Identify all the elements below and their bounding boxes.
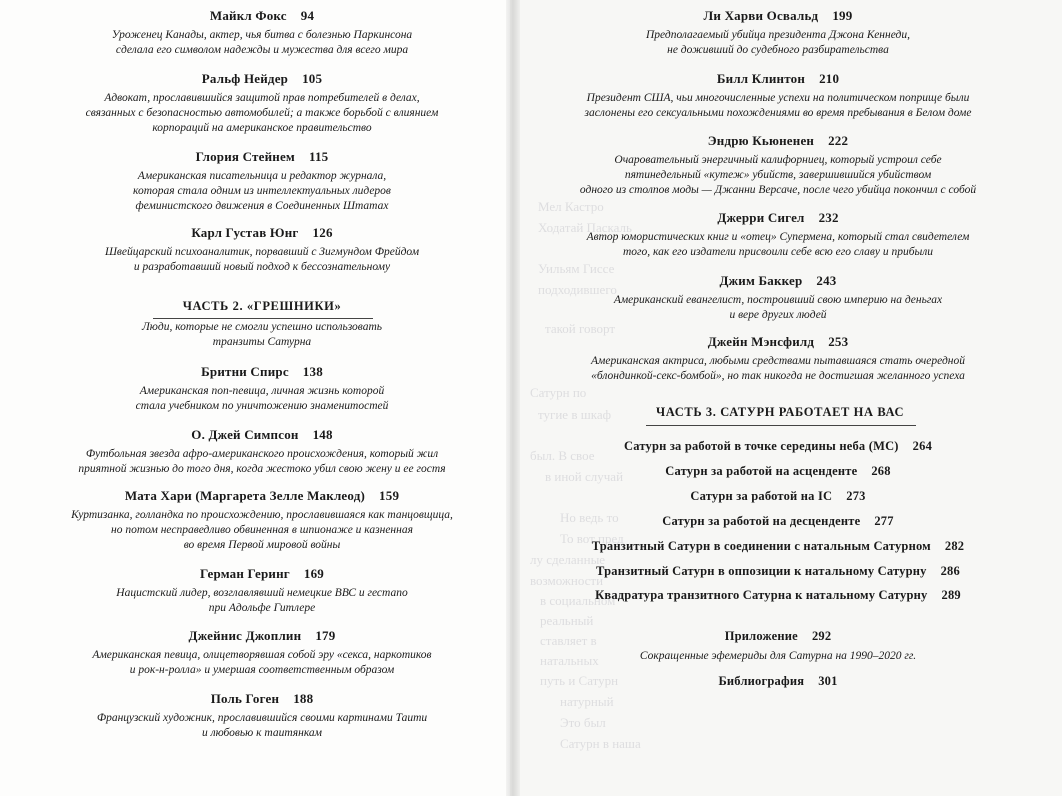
chapter-title: Транзитный Сатурн в соединении с натальным Сатурном [591, 539, 931, 553]
chapter-page-number: 277 [874, 514, 894, 528]
description-line: Адвокат, прославившийся защитой прав потребителей в делах, [104, 92, 420, 104]
entry-description [22, 245, 502, 275]
chapter-entry [518, 513, 1038, 530]
chapter-title: Квадратура транзитного Сатурна к натальному Сатурну [595, 588, 928, 602]
part-3-rule [646, 425, 916, 426]
entry-page-number: 138 [302, 364, 323, 379]
entry-description [518, 230, 1038, 260]
entry-name: Джим Баккер [719, 273, 803, 288]
entry-heading [22, 426, 502, 443]
bleed-through-text: был. В свое [530, 448, 595, 463]
bleed-through-text: возможности [530, 573, 604, 588]
description-line: Нацистский лидер, возглавлявший немецкие ВВС и гестапо [116, 587, 408, 599]
bleed-through-text: Мел Кастро [538, 199, 604, 214]
description-line: сделала его символом надежды и мужества для всего мира [115, 44, 409, 56]
chapter-entry [518, 488, 1038, 505]
bleed-through-text: подходившего [538, 282, 617, 297]
description-line: Французский художник, прославившийся своими картинами Таити [96, 712, 428, 724]
chapter-page-number: 286 [940, 564, 960, 578]
bleed-through-text: Сатурн по [530, 385, 587, 400]
entry-heading [518, 272, 1038, 289]
entry-name: Ральф Нейдер [201, 71, 289, 86]
entry-name: Герман Геринг [200, 566, 290, 581]
entry-name: Карл Густав Юнг [191, 225, 299, 240]
toc-entry [22, 690, 502, 741]
entry-name: Эндрю Кьюненен [707, 133, 815, 148]
description-line: Очаровательный энергичный калифорниец, который устроил себе [614, 154, 942, 166]
entry-heading [22, 148, 502, 165]
bleed-through-text: лу сделанные [530, 552, 606, 567]
entry-page-number: 222 [828, 133, 849, 148]
description-line: транзиты Сатурна [212, 336, 312, 348]
description-line: которая стала одним из интеллектуальных лидеров [133, 185, 391, 197]
description-line: Предполагаемый убийца президента Джона Кеннеди, [646, 29, 910, 41]
bleed-through-text: Это был [560, 715, 606, 730]
bleed-through-text: такой говорт [545, 321, 616, 336]
bleed-through-text: реальный [540, 613, 594, 628]
appendix-entry [518, 628, 1038, 645]
description-line: связанных с безопасностью автомобилей; а также борьбой с влиянием [85, 107, 439, 119]
bleed-through-text: путь и Сатурн [540, 673, 619, 688]
entry-name: Мата Хари (Маргарета Зелле Маклеод) [124, 488, 366, 503]
toc-entry [518, 132, 1038, 198]
entry-heading [22, 487, 502, 504]
toc-entry [518, 272, 1038, 323]
description-line: заслонены его сексуальными похождениями во время пребывания в Белом доме [584, 107, 972, 119]
description-line: Американская поп-певица, личная жизнь которой [139, 385, 385, 397]
entry-page-number: 179 [315, 628, 336, 643]
bleed-through-text: Сатурн в наша [560, 736, 641, 751]
bleed-through-text: натурный [560, 694, 614, 709]
entry-description [22, 711, 502, 741]
description-line: Американская писательница и редактор журнала, [137, 170, 387, 182]
bleed-through-text: Но ведь то [560, 510, 619, 525]
entry-name: Бритни Спирс [201, 364, 289, 379]
entry-name: Поль Гоген [210, 691, 280, 706]
description-line: Американская певица, олицетворявшая собой эру «секса, наркотиков [92, 649, 432, 661]
entry-page-number: 159 [379, 488, 400, 503]
chapter-title: Сатурн за работой на десценденте [662, 514, 861, 528]
entry-page-number: 148 [312, 427, 333, 442]
description-line: и разработавший новый подход к бессознательному [133, 261, 391, 273]
appendix-title: Приложение [724, 629, 798, 643]
part-2-rule [153, 318, 373, 319]
entry-page-number: 115 [309, 149, 329, 164]
toc-entry [22, 7, 502, 58]
entry-description [22, 447, 502, 477]
toc-entry [22, 363, 502, 414]
chapter-page-number: 264 [912, 439, 933, 453]
description-line: во время Первой мировой войны [183, 539, 341, 551]
description-line: Уроженец Канады, актер, чья битва с болезнью Паркинсона [111, 29, 413, 41]
entry-heading [518, 333, 1038, 350]
entry-heading [22, 363, 502, 380]
entry-heading [518, 209, 1038, 226]
chapter-entry [518, 538, 1038, 555]
entry-description [22, 508, 502, 553]
entry-description [22, 384, 502, 414]
description-line: Люди, которые не смогли успешно использовать [141, 321, 382, 333]
description-line: корпораций на американское правительство [152, 122, 372, 134]
entry-page-number: 232 [818, 210, 839, 225]
entry-name: О. Джей Симпсон [191, 427, 299, 442]
description-line: при Адольфе Гитлере [208, 602, 316, 614]
part-2-description [22, 320, 502, 350]
bleed-through-text: Ходатай Паскаль [538, 220, 632, 235]
description-line: феминистского движения в Соединенных Штатах [135, 200, 389, 212]
entry-heading [22, 627, 502, 644]
description-line: не доживший до судебного разбирательства [667, 44, 889, 56]
chapter-page-number: 282 [944, 539, 965, 553]
description-line: того, как его издатели присвоили себе всю его славу и прибыли [622, 246, 934, 258]
entry-name: Глория Стейнем [195, 149, 295, 164]
entry-heading [518, 70, 1038, 87]
entry-description [22, 586, 502, 616]
description-line: Швейцарский психоаналитик, порвавший с Зигмундом Фрейдом [104, 246, 420, 258]
toc-entry [22, 487, 502, 553]
description-line: Куртизанка, голландка по происхождению, прославившаяся как танцовщица, [71, 509, 453, 521]
bleed-through-text: То вот пред [560, 531, 624, 546]
toc-entry [22, 148, 502, 214]
entry-page-number: 94 [300, 8, 315, 23]
entry-heading [22, 70, 502, 87]
toc-entry [518, 70, 1038, 121]
description-line: и вере других людей [729, 309, 827, 321]
entry-page-number: 253 [828, 334, 849, 349]
right-page [510, 0, 1062, 796]
chapter-entry [518, 438, 1038, 455]
toc-entry [518, 333, 1038, 384]
bleed-through-text: в социальном [540, 593, 616, 608]
description-line: одного из столпов моды — Джанни Версаче, после чего убийца покончил с собой [579, 184, 977, 196]
bleed-through-text: в иной случай [545, 469, 624, 484]
entry-description [518, 28, 1038, 58]
entry-page-number: 169 [303, 566, 324, 581]
bibliography-title: Библиография [718, 674, 805, 688]
entry-page-number: 210 [819, 71, 840, 86]
chapter-entry [518, 563, 1038, 580]
part-2-title: ЧАСТЬ 2. «ГРЕШНИКИ» [182, 299, 342, 313]
entry-description [518, 153, 1038, 198]
book-gutter [506, 0, 520, 796]
entry-name: Майкл Фокс [209, 8, 287, 23]
description-line: приятной жизнью до того дня, когда жестоко убил свою жену и ее гостя [78, 463, 446, 475]
entry-description [518, 293, 1038, 323]
appendix-page-number: 292 [811, 629, 832, 643]
entry-description [22, 169, 502, 214]
entry-page-number: 243 [816, 273, 837, 288]
entry-page-number: 105 [302, 71, 323, 86]
chapter-title: Транзитный Сатурн в оппозиции к натальному Сатурну [596, 564, 927, 578]
entry-heading [518, 7, 1038, 24]
bleed-through-text: натальных [540, 653, 599, 668]
entry-name: Билл Клинтон [716, 71, 806, 86]
toc-entry [22, 224, 502, 275]
description-line: стала учебником по уничтожению знаменитостей [135, 400, 389, 412]
chapter-page-number: 273 [846, 489, 866, 503]
description-line: и рок-н-ролла» и умершая соответственным образом [129, 664, 395, 676]
entry-description [518, 354, 1038, 384]
toc-entry [518, 7, 1038, 58]
toc-entry [22, 70, 502, 136]
toc-entry [518, 209, 1038, 260]
chapter-page-number: 289 [941, 588, 961, 602]
description-line: Американская актриса, любыми средствами пытавшаяся стать очередной [591, 355, 965, 367]
entry-heading [22, 224, 502, 241]
entry-heading [22, 565, 502, 582]
entry-page-number: 188 [293, 691, 314, 706]
entry-description [22, 648, 502, 678]
toc-entry [22, 627, 502, 678]
entry-heading [22, 7, 502, 24]
entry-name: Ли Харви Освальд [703, 8, 819, 23]
chapter-entry [518, 463, 1038, 480]
description-line: и любовью к таитянкам [201, 727, 323, 739]
description-line: Автор юмористических книг и «отец» Супермена, который стал свидетелем [586, 231, 970, 243]
entry-name: Джерри Сигел [717, 210, 805, 225]
description-line: Футбольная звезда афро-американского происхождения, который жил [85, 448, 439, 460]
bibliography-page-number: 301 [818, 674, 838, 688]
toc-entry [22, 565, 502, 616]
entry-name: Джейн Мэнсфилд [707, 334, 815, 349]
entry-heading [518, 132, 1038, 149]
chapter-entry [518, 587, 1038, 604]
bleed-through-text: ставляет в [540, 633, 597, 648]
chapter-page-number: 268 [871, 464, 891, 478]
bleed-through-text: тугие в шкаф [538, 407, 612, 422]
toc-entry [22, 426, 502, 477]
entry-page-number: 126 [312, 225, 333, 240]
description-line: но потом несправедливо обвиненная в шпионаже и казненная [111, 524, 413, 536]
chapter-title: Сатурн за работой на IC [690, 489, 833, 503]
description-line: Американский евангелист, построивший свою империю на деньгах [613, 294, 943, 306]
chapter-title: Сатурн за работой в точке середины неба (МС) [623, 439, 899, 453]
entry-heading [22, 690, 502, 707]
entry-description [518, 91, 1038, 121]
bibliography-entry [518, 673, 1038, 690]
description-line: Президент США, чьи многочисленные успехи на политическом поприще были [586, 92, 970, 104]
part-3-title: ЧАСТЬ 3. САТУРН РАБОТАЕТ НА ВАС [656, 405, 905, 419]
chapter-title: Сатурн за работой на асценденте [665, 464, 858, 478]
description-line: «блондинкой-секс-бомбой», но так никогда не достигшая желанного успеха [591, 370, 965, 382]
bleed-through-text: Уильям Гиссе [538, 261, 615, 276]
entry-description [22, 28, 502, 58]
description-line: пятинедельный «кутеж» убийств, завершившийся убийством [624, 169, 932, 181]
entry-page-number: 199 [832, 8, 853, 23]
appendix-description: Сокращенные эфемериды для Сатурна на 1990–2020 гг. [639, 650, 917, 662]
entry-name: Джейнис Джоплин [188, 628, 302, 643]
entry-description [22, 91, 502, 136]
left-page [0, 0, 510, 796]
